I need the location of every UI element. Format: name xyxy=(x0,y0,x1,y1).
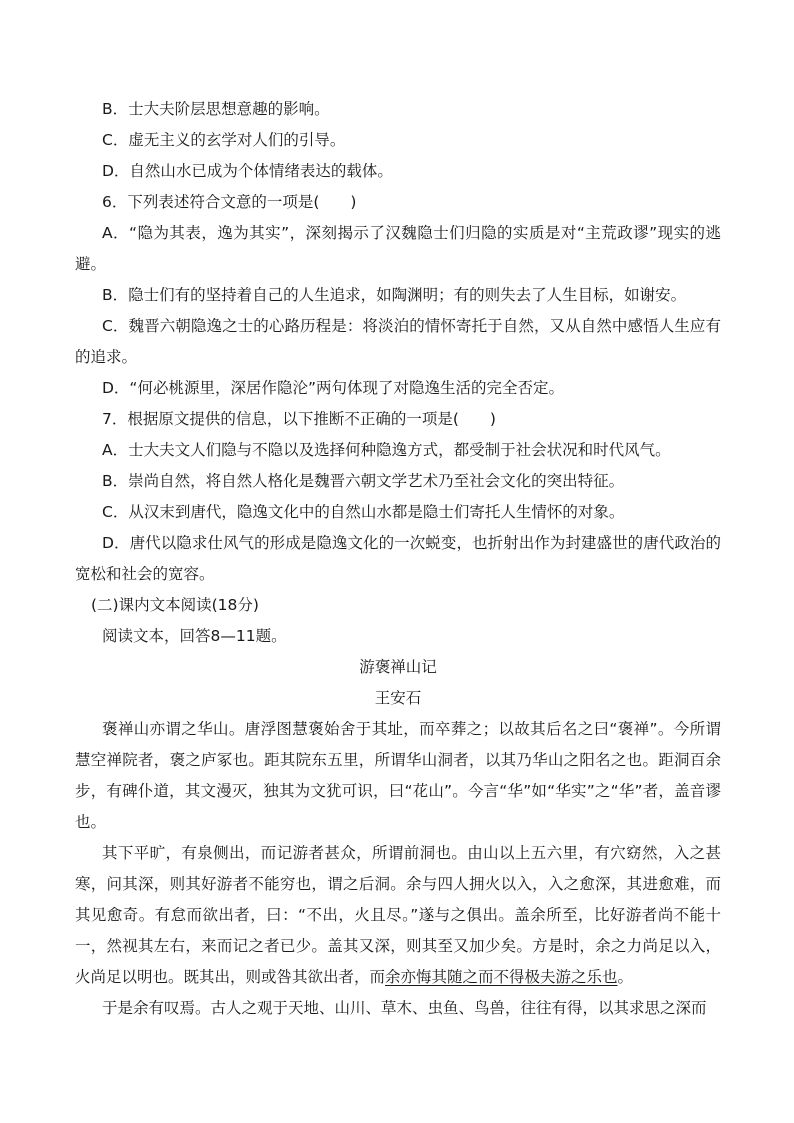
q6-option-d: D．“何必桃源里，深居作隐沦”两句体现了对隐逸生活的完全否定。 xyxy=(102,379,564,397)
underlined-sentence: 余亦悔其随之而不得极夫游之乐也 xyxy=(385,968,618,986)
passage-title: 游褒禅山记 xyxy=(359,658,437,676)
q7-option-a: A．士大夫文人们隐与不隐以及选择何种隐逸方式，都受制于社会状况和时代风气。 xyxy=(102,441,671,459)
passage-paragraph-3: 于是余有叹焉。古人之观于天地、山川、草木、虫鱼、鸟兽，往往有得，以其求思之深而 xyxy=(102,999,707,1017)
q7-option-d: D．唐代以隐求仕风气的形成是隐逸文化的一次蜕变，也折射出作为封建盛世的唐代政治的宽松和社会的宽容。 xyxy=(75,534,721,583)
paragraph-2-text: 其下平旷，有泉侧出，而记游者甚众，所谓前洞也。由山以上五六里，有穴窈然，入之甚寒，问其深，则其好游者不能穷也，谓之后洞。余与四人拥火以入，入之愈深，其进愈难，而其见愈奇。有怠而欲出者，曰：“不出，火且尽。”遂与之俱出。盖余所至，比好游者尚不能十一，然视其左右，来而记之者已少。盖其又深，则其至又加少矣。方是时，余之力尚足以入，火尚足以明也。既其出，则或咎其欲出者，而 xyxy=(75,844,721,986)
q5-option-b: B．士大夫阶层思想意趣的影响。 xyxy=(102,100,330,118)
passage-paragraph-1: 褒禅山亦谓之华山。唐浮图慧褒始舍于其址，而卒葬之；以故其后名之曰“褒禅”。今所谓慧空禅院者，褒之庐冢也。距其院东五里，所谓华山洞者，以其乃华山之阳名之也。距洞百余步，有碑仆道，其文漫灭，独其为文犹可识，曰“花山”。今言“华”如“华实”之“华”者，盖音谬也。 xyxy=(75,720,721,831)
passage-author: 王安石 xyxy=(374,689,422,707)
section-heading: (二)课内文本阅读(18分) xyxy=(91,596,259,614)
q5-option-c: C．虚无主义的玄学对人们的引导。 xyxy=(102,131,346,149)
q7-stem: 7．根据原文提供的信息，以下推断不正确的一项是( ) xyxy=(102,410,496,428)
passage-paragraph-2 xyxy=(75,838,721,993)
q7-option-c: C．从汉末到唐代，隐逸文化中的自然山水都是隐士们寄托人生情怀的对象。 xyxy=(102,503,625,521)
paragraph-2-end: 。 xyxy=(617,968,634,986)
q6-option-c: C．魏晋六朝隐逸之士的心路历程是：将淡泊的情怀寄托于自然，又从自然中感悟人生应有的追求。 xyxy=(75,317,721,366)
q6-stem: 6．下列表述符合文意的一项是( ) xyxy=(102,193,357,211)
q6-option-b: B．隐士们有的坚持着自己的人生追求，如陶渊明；有的则失去了人生目标，如谢安。 xyxy=(102,286,687,304)
q5-option-d: D．自然山水已成为个体情绪表达的载体。 xyxy=(102,162,393,180)
reading-instruction: 阅读文本，回答8—11题。 xyxy=(102,627,287,645)
q6-option-a: A．“隐为其表，逸为其实”，深刻揭示了汉魏隐士们归隐的实质是对“主荒政谬”现实的逃避。 xyxy=(75,224,721,273)
page-content xyxy=(75,94,721,1024)
q7-option-b: B．崇尚自然，将自然人格化是魏晋六朝文学艺术乃至社会文化的突出特征。 xyxy=(102,472,625,490)
